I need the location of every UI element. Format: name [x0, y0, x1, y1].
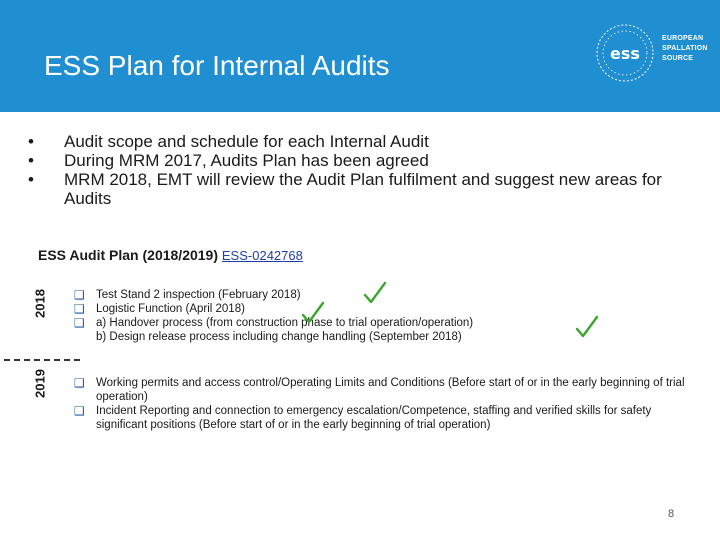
logo-line-2: SPALLATION	[662, 45, 708, 52]
page-number: 8	[668, 508, 675, 520]
list-item-continuation: b) Design release process including change handling (September 2018)	[96, 331, 462, 343]
list-item: ❑ Working permits and access control/Operating Limits and Conditions (Before start of or in the early beginning of trial operation)	[74, 376, 685, 403]
logo-line-1: EUROPEAN	[662, 35, 704, 42]
document-link[interactable]: ESS-0242768	[221, 248, 303, 263]
slide-title: ESS Plan for Internal Audits	[44, 50, 390, 81]
checkmark-icon	[362, 280, 388, 306]
logo-wordmark	[662, 34, 708, 64]
svg-text:ess: ess	[610, 44, 640, 63]
audit-plan-heading: ESS Audit Plan (2018/2019) ESS-0242768	[38, 247, 303, 263]
plan-items-2019	[72, 376, 692, 432]
list-item: ❑ Test Stand 2 inspection (February 2018)	[74, 288, 301, 302]
checkbox-icon: ❑	[74, 404, 85, 418]
list-item: ❑ Logistic Function (April 2018)	[74, 302, 245, 316]
year-label-2018: 2018	[32, 289, 48, 318]
list-item: • Audit scope and schedule for each Internal Audit	[28, 132, 429, 151]
year-label-2019: 2019	[32, 369, 48, 398]
bullet-dot-icon: •	[28, 151, 34, 170]
logo-line-3: SOURCE	[662, 55, 694, 62]
bullet-dot-icon: •	[28, 132, 34, 151]
checkbox-icon: ❑	[74, 376, 85, 390]
list-item: • During MRM 2017, Audits Plan has been agreed	[28, 151, 429, 170]
bullet-dot-icon: •	[28, 170, 34, 189]
year-divider	[4, 359, 80, 361]
bullet-list	[22, 132, 682, 208]
checkbox-icon: ❑	[74, 302, 85, 316]
list-item: ❑ a) Handover process (from construction phase to trial operation/operation)	[74, 316, 474, 330]
header-banner	[0, 0, 720, 112]
list-item: ❑ Incident Reporting and connection to emergency escalation/Competence, staffing and verified skills for safety significant positions (Before start of or in the early beginning of trial operation)	[74, 404, 652, 431]
checkmark-icon	[300, 300, 326, 326]
checkmark-icon	[574, 314, 600, 340]
list-item: • MRM 2018, EMT will review the Audit Plan fulfilment and suggest new areas for Audits	[28, 170, 662, 208]
checkbox-icon: ❑	[74, 316, 85, 330]
ess-logo-icon	[594, 22, 656, 84]
checkbox-icon: ❑	[74, 288, 85, 302]
